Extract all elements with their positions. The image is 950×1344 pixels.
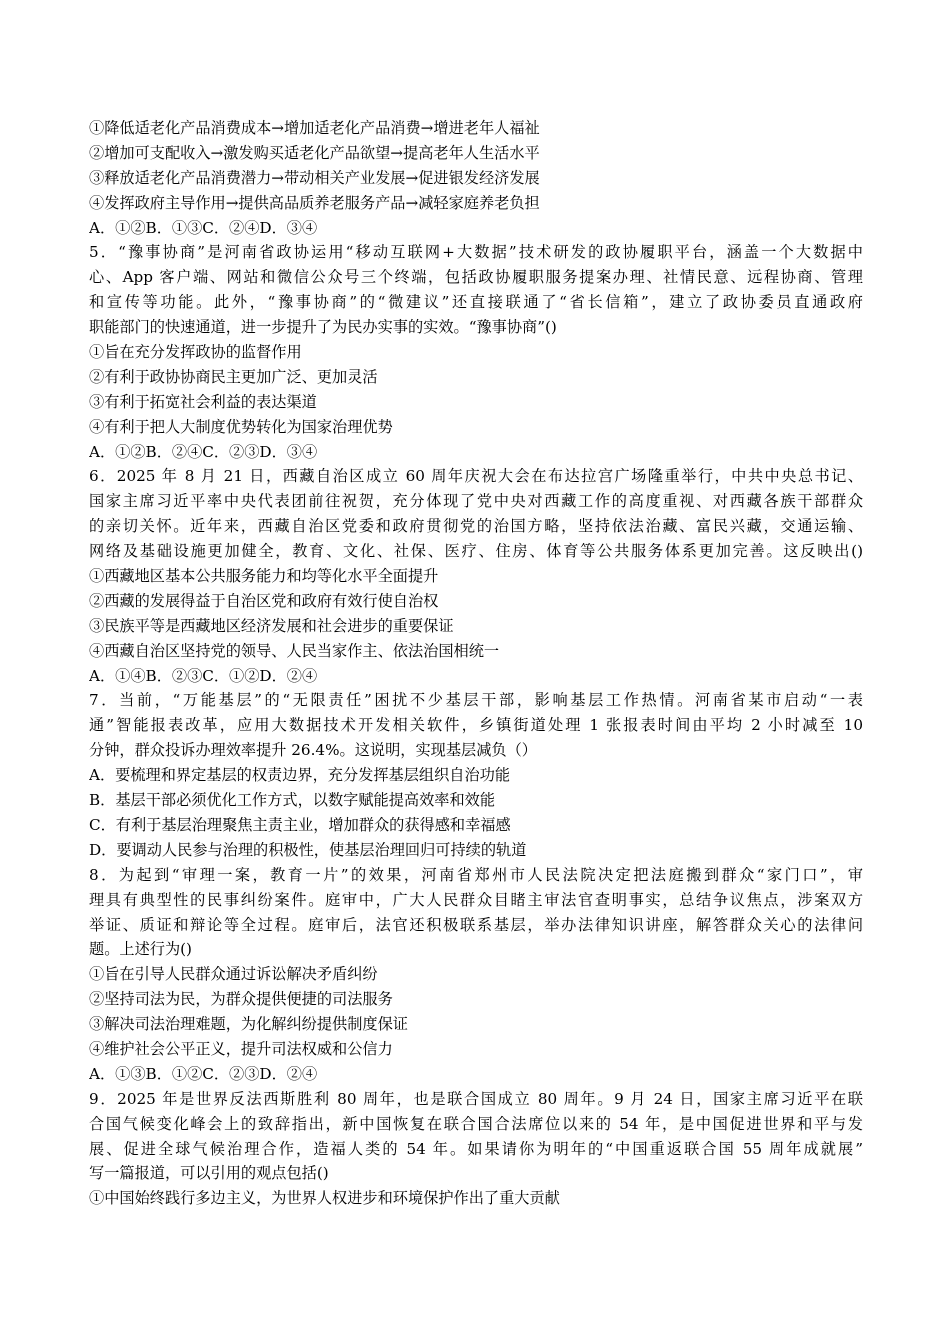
q5-option-3: ③有利于拓宽社会利益的表达渠道 (89, 392, 317, 411)
q6-option-2: ②西藏的发展得益于自治区党和政府有效行使自治权 (89, 591, 439, 610)
question-7 (89, 688, 863, 862)
q4-option-2: ②增加可支配收入→激发购买适老化产品欲望→提高老年人生活水平 (89, 143, 540, 162)
q6-stem-line-3: 的亲切关怀。近年来，西藏自治区党委和政府贯彻党的治国方略，坚持依法治藏、富民兴藏，交通运输、 (89, 517, 863, 536)
q5-option-1: ①旨在充分发挥政协的监督作用 (89, 343, 302, 362)
q7-option-a: A．要梳理和界定基层的权责边界，充分发挥基层组织自治功能 (89, 766, 511, 785)
q9-stem-line-3: 展、促进全球气候治理合作，造福人类的 54 年。如果请你为明年的“中国重返联合国 55 周年成就展” (89, 1139, 863, 1158)
q8-option-2: ②坚持司法为民，为群众提供便捷的司法服务 (89, 990, 393, 1009)
q8-option-4: ④维护社会公平正义，提升司法权威和公信力 (89, 1039, 393, 1058)
q6-stem-line-1: 6．2025 年 8 月 21 日，西藏自治区成立 60 周年庆祝大会在布达拉宫广场隆重举行，中共中央总书记、 (89, 467, 863, 486)
q6-choices: A．①④B．②③C．①②D．②④ (89, 666, 318, 685)
q6-stem-line-4: 网络及基础设施更加健全，教育、文化、社保、医疗、住房、体育等公共服务体系更加完善。这反映出() (89, 542, 863, 561)
q8-stem-line-4: 题。上述行为() (89, 940, 192, 959)
question-4 (89, 116, 863, 240)
q5-option-2: ②有利于政协协商民主更加广泛、更加灵活 (89, 367, 378, 386)
q7-stem-line-2: 通”智能报表改革，应用大数据技术开发相关软件，乡镇街道处理 1 张报表时间由平均 2 小时减至 10 (89, 716, 863, 735)
q8-choices: A．①③B．①②C．②③D．②④ (89, 1064, 318, 1083)
q5-stem-line-4: 职能部门的快速通道，进一步提升了为民办实事的实效。“豫事协商”() (89, 318, 557, 337)
q9-stem-line-1: 9．2025 年是世界反法西斯胜利 80 周年，也是联合国成立 80 周年。9 月 24 日，国家主席习近平在联 (89, 1089, 863, 1108)
q8-option-3: ③解决司法治理难题，为化解纠纷提供制度保证 (89, 1015, 408, 1034)
q7-option-b: B．基层干部必须优化工作方式，以数字赋能提高效率和效能 (89, 791, 496, 810)
q6-option-4: ④西藏自治区坚持党的领导、人民当家作主、依法治国相统一 (89, 641, 500, 660)
q5-stem-line-3: 和宣传等功能。此外，“豫事协商”的“微建议”还直接联通了“省长信箱”，建立了政协委员直通政府 (89, 293, 863, 312)
q9-stem-line-2: 合国气候变化峰会上的致辞指出，新中国恢复在联合国合法席位以来的 54 年，是中国促进世界和平与发 (89, 1114, 863, 1133)
q7-stem-line-3: 分钟，群众投诉办理效率提升 26.4%。这说明，实现基层减负（） (89, 741, 537, 760)
q5-stem-line-2: 心、App 客户端、网站和微信公众号三个终端，包括政协履职服务提案办理、社情民意、远程协商、管理 (89, 268, 863, 287)
q6-option-1: ①西藏地区基本公共服务能力和均等化水平全面提升 (89, 567, 439, 586)
q6-stem-line-2: 国家主席习近平率中央代表团前往祝贺，充分体现了党中央对西藏工作的高度重视、对西藏各族干部群众 (89, 492, 863, 511)
q8-option-1: ①旨在引导人民群众通过诉讼解决矛盾纠纷 (89, 965, 378, 984)
question-8 (89, 863, 863, 1087)
question-6 (89, 464, 863, 688)
q8-stem-line-3: 举证、质证和辩论等全过程。庭审后，法官还积极联系基层，举办法律知识讲座，解答群众关心的法律问 (89, 915, 863, 934)
q7-option-c: C．有利于基层治理聚焦主责主业，增加群众的获得感和幸福感 (89, 815, 511, 834)
question-9 (89, 1087, 863, 1211)
q7-option-d: D．要调动人民参与治理的积极性，使基层治理回归可持续的轨道 (89, 840, 527, 859)
exam-page (89, 116, 863, 1211)
q9-option-1: ①中国始终践行多边主义，为世界人权进步和环境保护作出了重大贡献 (89, 1189, 560, 1208)
q4-option-4: ④发挥政府主导作用→提供高品质养老服务产品→减轻家庭养老负担 (89, 193, 540, 212)
q5-option-4: ④有利于把人大制度优势转化为国家治理优势 (89, 417, 393, 436)
q8-stem-line-1: 8．为起到“审理一案，教育一片”的效果，河南省郑州市人民法院决定把法庭搬到群众“家门口”，审 (89, 865, 863, 884)
q9-stem-line-4: 写一篇报道，可以引用的观点包括() (89, 1164, 329, 1183)
q4-option-1: ①降低适老化产品消费成本→增加适老化产品消费→增进老年人福祉 (89, 119, 540, 137)
q6-option-3: ③民族平等是西藏地区经济发展和社会进步的重要保证 (89, 616, 454, 635)
q5-stem-line-1: 5．“豫事协商”是河南省政协运用“移动互联网+大数据”技术研发的政协履职平台，涵盖一个大数据中 (89, 243, 863, 262)
q8-stem-line-2: 理具有典型性的民事纠纷案件。庭审中，广大人民群众目睹主审法官查明事实，总结争议焦点，涉案双方 (89, 890, 863, 909)
q5-choices: A．①②B．②④C．②③D．③④ (89, 442, 318, 461)
q4-choices: A．①②B．①③C．②④D．③④ (89, 218, 318, 237)
q4-option-3: ③释放适老化产品消费潜力→带动相关产业发展→促进银发经济发展 (89, 168, 540, 187)
question-5 (89, 240, 863, 464)
q7-stem-line-1: 7．当前，“万能基层”的“无限责任”困扰不少基层干部，影响基层工作热情。河南省某市启动“一表 (89, 691, 863, 710)
